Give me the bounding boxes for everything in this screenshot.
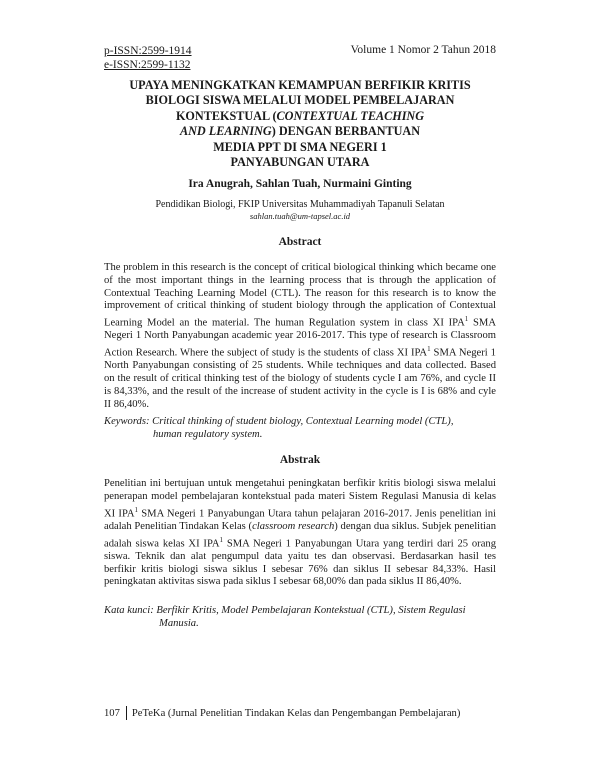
title-line: BIOLOGI SISWA MELALUI MODEL PEMBELAJARAN xyxy=(145,93,455,108)
journal-name: PeTeKa (Jurnal Penelitian Tindakan Kelas dan Pengembangan Pembelajaran) xyxy=(131,707,461,719)
title-line: PANYABUNGAN UTARA xyxy=(230,155,370,170)
abstract-heading: Abstract xyxy=(278,236,322,248)
abstrak-body: Penelitian ini bertujuan untuk mengetahui peningkatan berfikir kritis biologi siswa melalui penerapan model pembelajaran kontekstual pada materi Sistem Regulasi Manusia di kelas XI IPA$^1$ SMA Negeri 1 Panyabungan Utara tahun pelajaran 2016-2017. Jenis penelitian ini adalah Penelitian Tindakan Kelas (classroom research) dengan dua siklus. Subjek penelitian adalah siswa kelas XI IPA$^1$ SMA Negeri 1 Panyabungan Utara yang terdiri dari 25 orang siswa. Teknik dan alat pengumpul data yaitu tes dan observasi. Berdasarkan hasil tes berfikir kritis biologi siswa siklus I sebesar 76% dan siklus II sebesar 84,33%. Hasil peningkatan aktivitas siswa pada siklus I sebesar 68,00% dan pada siklus II 86,40%. xyxy=(104,478,496,588)
page-number: 107 xyxy=(104,707,120,719)
p-issn: p-ISSN:2599-1914 xyxy=(104,45,192,57)
abstract-body: The problem in this research is the concept of critical biological thinking which became one of the most important things in the learning process that is through the application of Contextual Teaching Learning Model (CTL). The reason for this research is to know the improvement of critical thinking of student biology through the application of Contextual Learning Model an the material. The human Regulation system in class XI IPA$^1$ SMA Negeri 1 North Panyabungan academic year 2016-2017. This type of research is Classroom Action Research. Where the subject of study is the students of class XI IPA$^1$ SMA Negeri 1 North Panyabungan consisting of 25 students. While techniques and data collected. Based on the result of critical thinking test of the biology of students cycle I am 76%, and cycle II is 84,33%, and the result of the increase of student activity in the cycle is I is 68% and cyle II 86,40%. xyxy=(104,262,496,410)
footer-divider xyxy=(126,706,127,720)
abstract-keywords: Keywords: Critical thinking of student biology, Contextual Learning model (CTL), human regulatory system. xyxy=(104,416,454,440)
abstrak-keywords: Kata kunci: Berfikir Kritis, Model Pembelajaran Kontekstual (CTL), Sistem Regulasi Manusia. xyxy=(104,605,466,629)
affiliation: Pendidikan Biologi, FKIP Universitas Muhammadiyah Tapanuli Selatan xyxy=(155,199,445,210)
abstrak-heading: Abstrak xyxy=(279,454,321,466)
page-footer xyxy=(104,706,460,720)
title-line: UPAYA MENINGKATKAN KEMAMPUAN BERFIKIR KRITIS xyxy=(129,78,471,92)
e-issn: e-ISSN:2599-1132 xyxy=(104,59,191,71)
authors: Ira Anugrah, Sahlan Tuah, Nurmaini Ginting xyxy=(188,178,412,190)
issn-block xyxy=(104,44,192,72)
volume-info: Volume 1 Nomor 2 Tahun 2018 xyxy=(350,44,496,56)
title-line: MEDIA PPT DI SMA NEGERI 1 xyxy=(213,139,387,154)
title-line: AND LEARNING) DENGAN BERBANTUAN xyxy=(179,124,421,139)
title-line: KONTEKSTUAL (CONTEXTUAL TEACHING xyxy=(175,108,425,123)
paper-title xyxy=(104,78,496,170)
author-email[interactable]: sahlan.tuah@um-tapsel.ac.id xyxy=(249,211,351,221)
